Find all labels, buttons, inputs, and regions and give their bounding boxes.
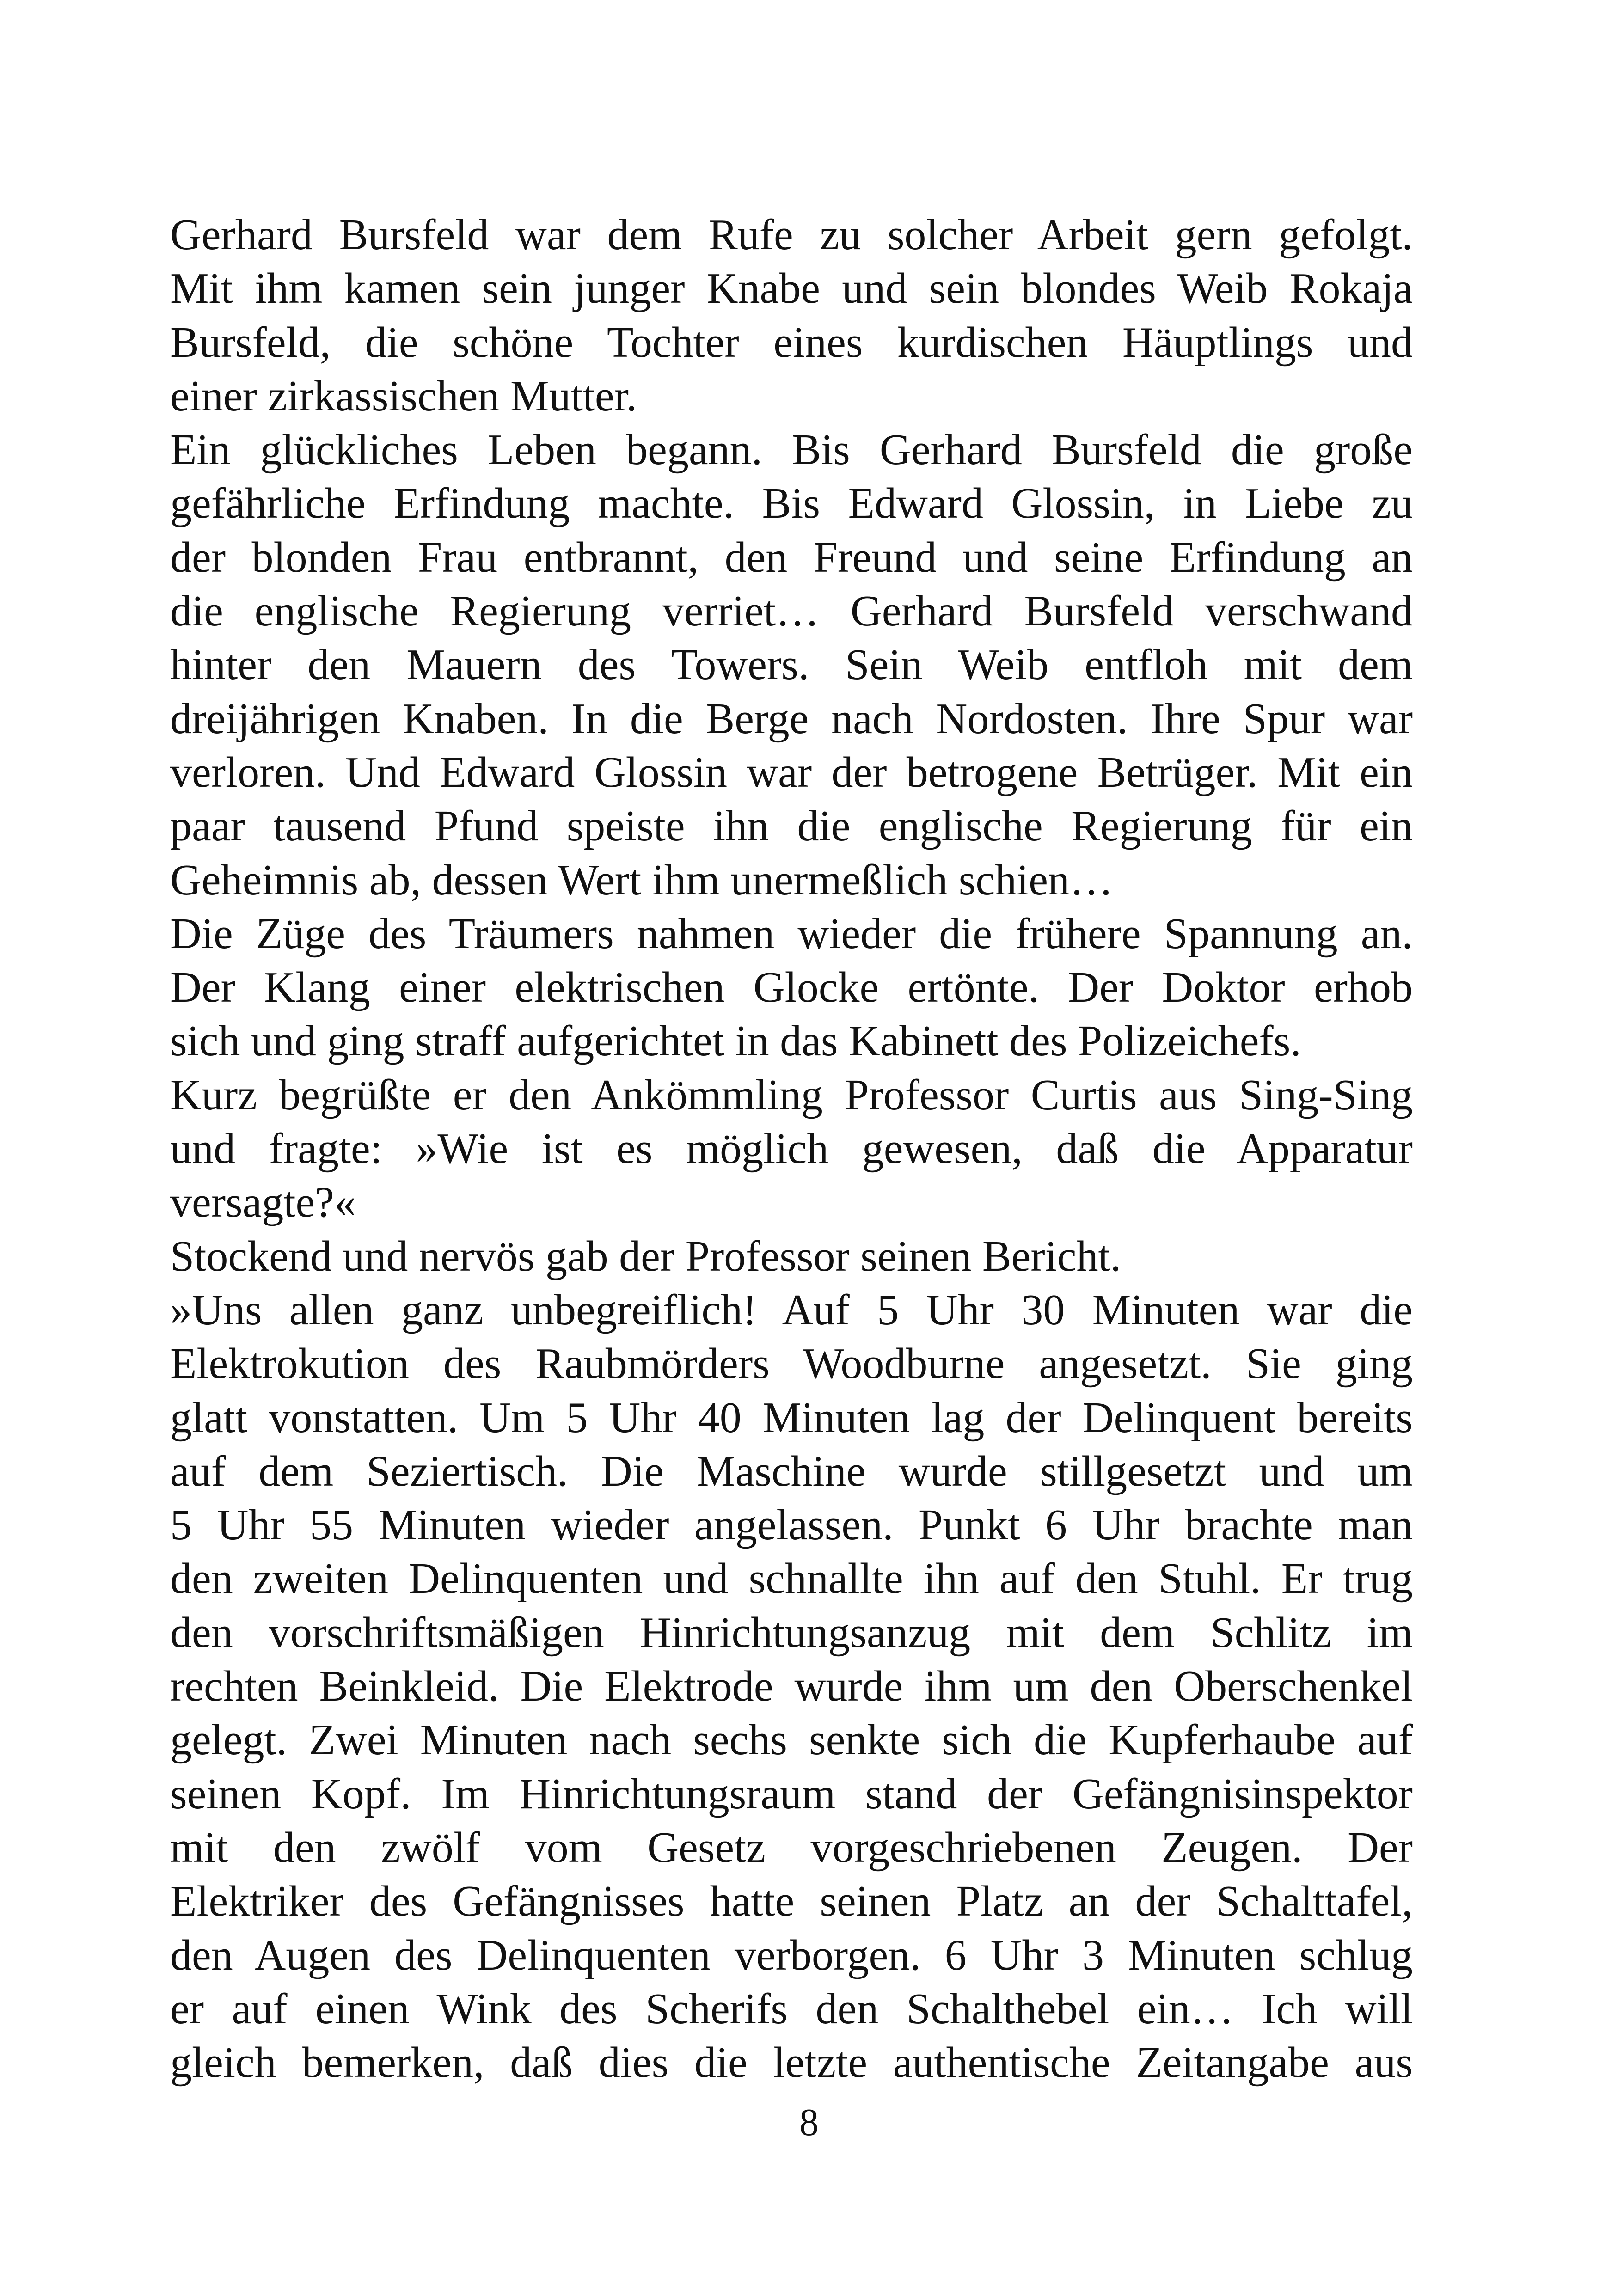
text-line: Elektriker des Gefängnisses hatte seinen Platz an der Schalttafel, (170, 1877, 1413, 1926)
text-line: den zweiten Delinquenten und schnallte ihn auf den Stuhl. Er trug (170, 1555, 1413, 1603)
text-line: Ein glückliches Leben begann. Bis Gerhard Bursfeld die große (170, 426, 1413, 474)
text-line: sich und ging straff aufgerichtet in das Kabinett des Polizeichefs. (170, 1017, 1301, 1065)
text-line: verloren. Und Edward Glossin war der betrogene Betrüger. Mit ein (170, 748, 1413, 796)
text-line: paar tausend Pfund speiste ihn die englische Regierung für ein (170, 802, 1413, 851)
text-line: einer zirkassischen Mutter. (170, 372, 637, 420)
text-line: Elektrokution des Raubmörders Woodburne angesetzt. Sie ging (170, 1340, 1413, 1388)
text-line: Kurz begrüßte er den Ankömmling Professor Curtis aus Sing-Sing (170, 1071, 1413, 1119)
text-line: seinen Kopf. Im Hinrichtungsraum stand der Gefängnisinspektor (170, 1769, 1413, 1818)
text-line: Die Züge des Träumers nahmen wieder die frühere Spannung an. (170, 909, 1413, 958)
text-line: Bursfeld, die schöne Tochter eines kurdischen Häuptlings und (170, 318, 1413, 367)
page-number: 8 (799, 2101, 819, 2144)
text-line: den Augen des Delinquenten verborgen. 6 Uhr 3 Minuten schlug (170, 1931, 1413, 1979)
text-line: Stockend und nervös gab der Professor seinen Bericht. (170, 1232, 1122, 1280)
text-line: »Uns allen ganz unbegreiflich! Auf 5 Uhr 30 Minuten war die (170, 1286, 1413, 1334)
text-line: und fragte: »Wie ist es möglich gewesen, daß die Apparatur (170, 1125, 1413, 1173)
text-line: gefährliche Erfindung machte. Bis Edward Glossin, in Liebe zu (170, 479, 1413, 528)
text-line: hinter den Mauern des Towers. Sein Weib entfloh mit dem (170, 641, 1413, 689)
text-line: Geheimnis ab, dessen Wert ihm unermeßlich schien… (170, 856, 1113, 904)
text-line: Gerhard Bursfeld war dem Rufe zu solcher Arbeit gern gefolgt. (170, 211, 1413, 259)
body-text (170, 208, 1413, 2089)
text-line: versagte?« (170, 1178, 356, 1227)
text-line: Der Klang einer elektrischen Glocke ertönte. Der Doktor erhob (170, 963, 1413, 1012)
text-line: der blonden Frau entbrannt, den Freund und seine Erfindung an (170, 533, 1413, 582)
text-line: glatt vonstatten. Um 5 Uhr 40 Minuten lag der Delinquent bereits (170, 1393, 1413, 1442)
text-line: Mit ihm kamen sein junger Knabe und sein blondes Weib Rokaja (170, 264, 1413, 313)
text-line: die englische Regierung verriet… Gerhard Bursfeld verschwand (170, 587, 1413, 636)
text-line: 5 Uhr 55 Minuten wieder angelassen. Punkt 6 Uhr brachte man (170, 1501, 1413, 1549)
text-line: den vorschriftsmäßigen Hinrichtungsanzug mit dem Schlitz im (170, 1608, 1413, 1657)
text-line: gleich bemerken, daß dies die letzte authentische Zeitangabe aus (170, 2039, 1413, 2087)
text-line: rechten Beinkleid. Die Elektrode wurde ihm um den Oberschenkel (170, 1662, 1413, 1711)
text-line: dreijährigen Knaben. In die Berge nach Nordosten. Ihre Spur war (170, 694, 1413, 743)
text-line: mit den zwölf vom Gesetz vorgeschriebenen Zeugen. Der (170, 1823, 1413, 1872)
text-line: gelegt. Zwei Minuten nach sechs senkte sich die Kupferhaube auf (170, 1716, 1413, 1764)
text-line: auf dem Seziertisch. Die Maschine wurde stillgesetzt und um (170, 1447, 1413, 1495)
text-line: er auf einen Wink des Scherifs den Schalthebel ein… Ich will (170, 1984, 1413, 2033)
